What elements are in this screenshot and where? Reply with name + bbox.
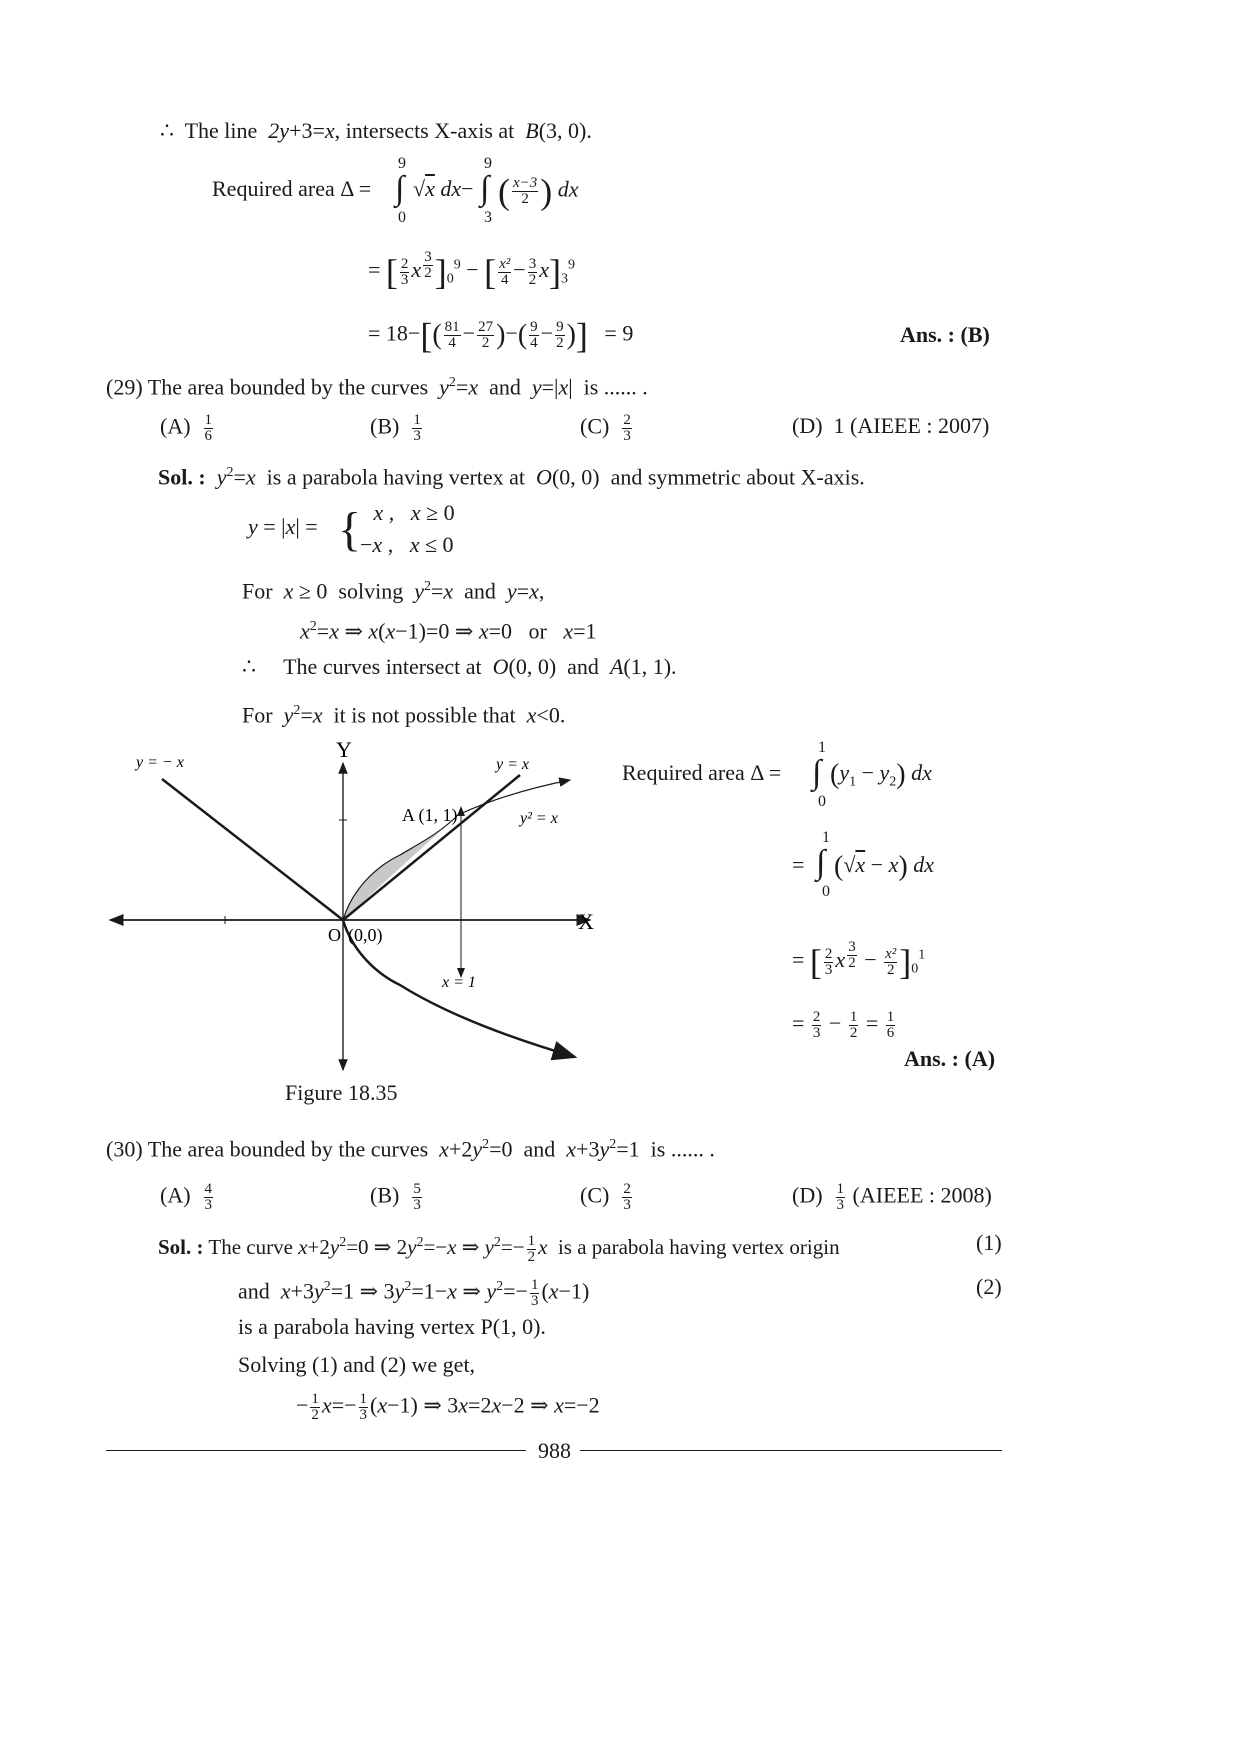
q29-integrand-2: (√x − x) dx (834, 851, 934, 882)
parabola-upper (343, 780, 570, 920)
step3-result: = 9 (604, 320, 634, 346)
footer-rule-left (106, 1450, 526, 1451)
q29-integrand-1: $(y_1 - y_2)$ dx (830, 759, 932, 790)
label-x-eq-1: x = 1 (442, 974, 476, 991)
q29-source: (AIEEE : 2007) (850, 413, 990, 438)
label-y-axis: Y (336, 737, 352, 762)
shaded-area (343, 815, 458, 920)
answer-a: Ans. : (A) (904, 1046, 996, 1071)
abs-def: y = |x| = (248, 514, 318, 539)
step-2: = [ $\frac{2}{3}$ x $^{\frac{3}{2}}$ ]$_0^9$ − [ $\frac{\text{x²}}{4}$ − $\frac{3}{2}$ $x]_3^9$ (368, 249, 575, 292)
q29-prefix: The area bounded by the curves (147, 374, 429, 400)
q29-int2-lower: 0 (822, 883, 830, 900)
q30-option-d: (D) $\frac{1}{3}$ (AIEEE : 2008) (792, 1181, 992, 1213)
q29-sol-line1: Sol. : $y^2=x$ is a parabola having vertex at O(0, 0) and symmetric about X-axis. (158, 464, 865, 490)
eq1-tag: (1) (976, 1230, 1002, 1255)
q30-question: (30) The area bounded by the curves $x+2y^2=0$ and $x+3y^2=1$ is ...... . (106, 1136, 715, 1162)
eq2-tag: (2) (976, 1274, 1002, 1299)
q29-suffix: is ...... . (583, 374, 648, 400)
page-number: 988 (538, 1438, 571, 1463)
not-possible: For $y^2=x$ it is not possible that x<0. (242, 702, 566, 728)
q29-option-b: (B) $\frac{1}{3}$ (370, 412, 421, 444)
q30-option-a: (A) $\frac{4}{3}$ (160, 1181, 213, 1213)
integral-sign-2: ∫ (480, 170, 490, 207)
q29-option-a: (A) $\frac{1}{6}$ (160, 412, 213, 444)
q30-source: (AIEEE : 2008) (852, 1182, 992, 1208)
int1-lower: 0 (398, 209, 406, 226)
q30-solve-eq: − $\frac{1}{2}$ x=− $\frac{1}{3}$ (x−1) ⇒ 3x=2x−2 ⇒ x=−2 (296, 1391, 600, 1423)
int1-upper: 9 (398, 155, 406, 172)
int2-lower: 3 (484, 209, 492, 226)
footer-rule-right (580, 1450, 1002, 1451)
label-y-neg-x: y = − x (136, 754, 184, 771)
label-parabola: y² = x (520, 810, 558, 827)
label-y-x: y = x (496, 756, 529, 773)
intersect-points: ∴ The curves intersect at O(0, 0) and A(1, 1). (242, 654, 677, 679)
step-3: = 18−[( $\frac{81}{4}$ − $\frac{27}{2}$ )−( $\frac{9}{4}$ − $\frac{9}{2}$ )] = 9 (368, 315, 634, 356)
q29-integral-sign: ∫ (812, 754, 822, 791)
q30-solving: Solving (1) and (2) we get, (238, 1352, 476, 1377)
q29-int-upper: 1 (818, 739, 826, 756)
q30-parabola-p: is a parabola having vertex P(1, 0). (238, 1314, 546, 1339)
abs-case-1: x , x ≥ 0 (373, 500, 455, 525)
line-y-neg-x (162, 779, 343, 920)
q29-option-d: (D) 1 (AIEEE : 2007) (792, 413, 990, 438)
intersect-line: ∴ The line 2y+3=x, intersects X-axis at B(3, 0). (160, 118, 592, 143)
q29-step-3: = [ $\frac{2}{3}$ x $^{\frac{3}{2}}$ − $\frac{\text{x²}}{2}$ ]$_0^1$ (792, 939, 926, 982)
figure-graph (100, 735, 600, 1075)
brace: { (338, 503, 362, 556)
q29-question: (29) The area bounded by the curves $y^2=x$ and y=|x| is ...... . (106, 374, 648, 400)
label-origin: O (328, 925, 341, 945)
q29-option-c: (C) $\frac{2}{3}$ (580, 412, 631, 444)
quad-solve: $x^2=x$ ⇒ x(x−1)=0 ⇒ x=0 or x=1 (300, 618, 597, 644)
line-y-x (343, 775, 520, 920)
q29-int-lower: 0 (818, 793, 826, 810)
q29-and: and (489, 374, 521, 400)
required-area-label-top: Required area Δ = (212, 176, 372, 201)
for-solving: For x ≥ 0 solving $y^2=x$ and y=x, (242, 578, 545, 604)
q29-sol-label: Sol. : (158, 464, 206, 490)
label-x-axis: X (578, 909, 594, 934)
integral-sign: ∫ (395, 170, 405, 207)
q30-sol-line1: Sol. : The curve $x+2y^2=0$ ⇒ $2y^2=-x$ ⇒ $y^2=-$ $\frac{1}{2}$ x is a parabola having vertex origin (158, 1232, 840, 1265)
q29-int2-upper: 1 (822, 829, 830, 846)
q29-integral-sign-2: ∫ (816, 844, 826, 881)
abs-case-2: −x , x ≤ 0 (360, 532, 454, 557)
figure-caption: Figure 18.35 (285, 1080, 398, 1105)
q30-number: (30) (106, 1136, 143, 1162)
answer-b: Ans. : (B) (900, 322, 990, 347)
q30-sol-line2: and $x+3y^2=1$ ⇒ $3y^2=1-x$ ⇒ $y^2=-$ $\frac{1}{3}$ (x−1) (238, 1276, 590, 1309)
integrand-1: √x dx− (413, 176, 474, 201)
q29-step-2: = (792, 852, 805, 877)
int2-upper: 9 (484, 155, 492, 172)
label-origin-coord: (0,0) (348, 925, 383, 945)
label-point-a: A (1, 1) (402, 805, 458, 825)
q29-required-area: Required area Δ = (622, 760, 782, 785)
integrand-2: ( $\frac{x-3}{2}$ ) dx (498, 171, 579, 212)
q30-option-b: (B) $\frac{5}{3}$ (370, 1181, 421, 1213)
q30-option-c: (C) $\frac{2}{3}$ (580, 1181, 631, 1213)
q29-step-4: = $\frac{2}{3}$ − $\frac{1}{2}$ = $\frac{1}{6}$ (792, 1009, 895, 1041)
q29-number: (29) (106, 374, 143, 400)
